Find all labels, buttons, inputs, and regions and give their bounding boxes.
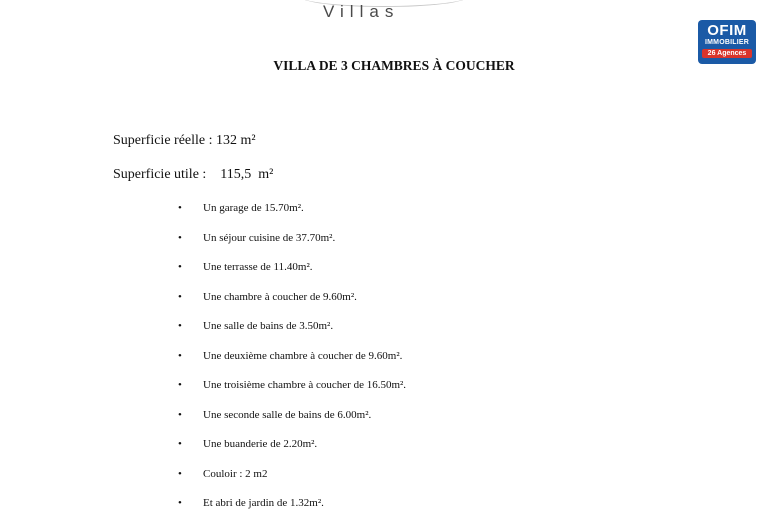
list-item <box>178 468 406 498</box>
badge-subtitle: IMMOBILIER <box>705 39 749 46</box>
room-label: Un garage de 15.70m². <box>203 202 304 214</box>
document-title: VILLA DE 3 CHAMBRES À COUCHER <box>273 58 515 73</box>
list-item <box>178 261 406 291</box>
bullet-icon: • <box>178 202 182 214</box>
room-label: Une terrasse de 11.40m². <box>203 261 313 273</box>
badge-agencies: 26 Agences <box>702 49 752 58</box>
room-label: Une salle de bains de 3.50m². <box>203 320 334 332</box>
useful-area: Superficie utile : 115,5 m² <box>113 167 274 182</box>
bullet-icon: • <box>178 438 182 450</box>
room-label: Une chambre à coucher de 9.60m². <box>203 290 357 303</box>
room-label: Couloir : 2 m2 <box>203 467 268 480</box>
logo-text: Villas <box>323 2 400 21</box>
list-item <box>178 291 406 321</box>
badge-brand: OFIM <box>707 22 747 39</box>
bullet-icon: • <box>178 497 182 509</box>
room-label: Une troisième chambre à coucher de 16.50m². <box>203 379 407 391</box>
room-label: Une buanderie de 2.20m². <box>203 438 318 450</box>
total-area: Superficie réelle : 132 m² <box>113 133 256 148</box>
list-item <box>178 202 406 232</box>
list-item <box>178 497 406 512</box>
room-label: Et abri de jardin de 1.32m². <box>203 497 324 509</box>
bullet-icon: • <box>178 231 182 244</box>
list-item <box>178 320 406 350</box>
list-item <box>178 409 406 439</box>
bullet-icon: • <box>178 379 182 391</box>
bullet-icon: • <box>178 349 182 362</box>
bullet-icon: • <box>178 290 182 303</box>
room-label: Un séjour cuisine de 37.70m². <box>203 231 336 244</box>
list-item <box>178 379 406 409</box>
bullet-icon: • <box>178 261 182 273</box>
bullet-icon: • <box>178 408 182 421</box>
list-item <box>178 350 406 380</box>
bullet-icon: • <box>178 467 182 480</box>
list-item <box>178 438 406 468</box>
bullet-icon: • <box>178 320 182 332</box>
room-list <box>178 202 406 512</box>
room-label: Une deuxième chambre à coucher de 9.60m². <box>203 349 403 362</box>
room-label: Une seconde salle de bains de 6.00m². <box>203 408 372 421</box>
list-item <box>178 232 406 262</box>
